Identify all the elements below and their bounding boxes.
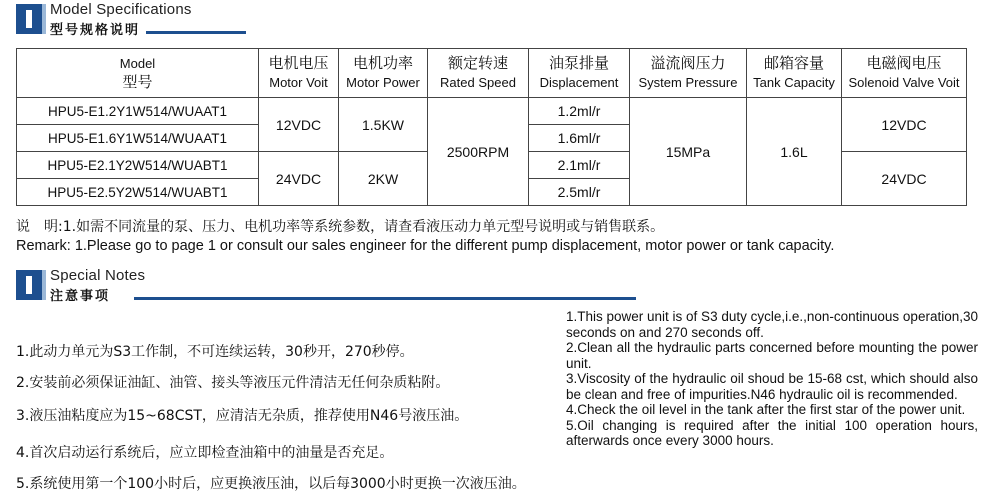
note-cn-3: 3.液压油粘度应为15~68CST，应清洁无杂质，推荐使用N46号液压油。 bbox=[16, 408, 469, 424]
table-header-row bbox=[17, 49, 967, 98]
spec-table bbox=[16, 48, 967, 206]
cell-displacement: 2.5ml/r bbox=[529, 179, 630, 206]
heading-en: Model Specifications bbox=[50, 1, 192, 18]
cell-motor-voltage: 12VDC bbox=[259, 98, 339, 152]
cell-model: HPU5-E2.5Y2W514/WUABT1 bbox=[17, 179, 259, 206]
heading-rule bbox=[134, 297, 636, 300]
heading-cn: 注意事项 bbox=[50, 289, 111, 304]
note-en-3: 3.Viscosity of the hydraulic oil shoud be 15-68 cst, which should also be clean and free of impurities.N46 hydraulic oil is recommended. bbox=[566, 371, 978, 402]
header-model: Model 型号 bbox=[17, 49, 259, 98]
notes-en bbox=[566, 309, 978, 449]
header-motor-voltage: 电机电压 Motor Voit bbox=[259, 49, 339, 98]
header-displacement: 油泵排量 Displacement bbox=[529, 49, 630, 98]
heading-rule bbox=[146, 31, 246, 34]
model-spec-heading bbox=[16, 2, 976, 42]
heading-en: Special Notes bbox=[50, 267, 146, 284]
cell-motor-power: 2KW bbox=[339, 152, 428, 206]
cell-tank-capacity: 1.6L bbox=[747, 98, 842, 206]
section-marker-icon bbox=[16, 4, 42, 34]
header-rated-speed: 额定转速 Rated Speed bbox=[428, 49, 529, 98]
cell-solenoid-voltage: 12VDC bbox=[842, 98, 967, 152]
section-marker-icon bbox=[16, 270, 42, 300]
header-tank-capacity: 邮箱容量 Tank Capacity bbox=[747, 49, 842, 98]
heading-cn: 型号规格说明 bbox=[50, 23, 141, 38]
cell-motor-voltage: 24VDC bbox=[259, 152, 339, 206]
note-cn-1: 1.此动力单元为S3工作制，不可连续运转，30秒开，270秒停。 bbox=[16, 344, 414, 360]
note-en-4: 4.Check the oil level in the tank after the first star of the power unit. bbox=[566, 402, 966, 417]
note-cn-5: 5.系统使用第一个100小时后，应更换液压油，以后每3000小时更换一次液压油。 bbox=[16, 476, 526, 492]
special-notes-heading bbox=[16, 268, 976, 308]
cell-system-pressure: 15MPa bbox=[630, 98, 747, 206]
header-motor-power: 电机功率 Motor Power bbox=[339, 49, 428, 98]
cell-displacement: 1.2ml/r bbox=[529, 98, 630, 125]
table-row bbox=[17, 98, 967, 125]
cell-displacement: 2.1ml/r bbox=[529, 152, 630, 179]
cell-model: HPU5-E1.2Y1W514/WUAAT1 bbox=[17, 98, 259, 125]
note-en-2: 2.Clean all the hydraulic parts concerned before mounting the power unit. bbox=[566, 340, 978, 371]
header-system-pressure: 溢流阀压力 System Pressure bbox=[630, 49, 747, 98]
note-en-5: 5.Oil changing is required after the initial 100 operation hours, afterwards once every 3000 hours. bbox=[566, 417, 978, 448]
note-en-1: 1.This power unit is of S3 duty cycle,i.e.,non-continuous operation,30 seconds on and 270 seconds off. bbox=[566, 309, 978, 340]
remark-en: Remark: 1.Please go to page 1 or consult our sales engineer for the different pump displacement, motor power or tank capacity. bbox=[16, 238, 835, 254]
header-solenoid-voltage: 电磁阀电压 Solenoid Valve Voit bbox=[842, 49, 967, 98]
remark-cn: 说 明:1.如需不同流量的泵、压力、电机功率等系统参数，请查看液压动力单元型号说明或与销售联系。 bbox=[16, 219, 665, 235]
cell-motor-power: 1.5KW bbox=[339, 98, 428, 152]
cell-displacement: 1.6ml/r bbox=[529, 125, 630, 152]
cell-model: HPU5-E1.6Y1W514/WUAAT1 bbox=[17, 125, 259, 152]
cell-model: HPU5-E2.1Y2W514/WUABT1 bbox=[17, 152, 259, 179]
note-cn-2: 2.安装前必须保证油缸、油管、接头等液压元件清洁无任何杂质粘附。 bbox=[16, 375, 450, 391]
cell-solenoid-voltage: 24VDC bbox=[842, 152, 967, 206]
cell-rated-speed: 2500RPM bbox=[428, 98, 529, 206]
note-cn-4: 4.首次启动运行系统后，应立即检查油箱中的油量是否充足。 bbox=[16, 445, 394, 461]
